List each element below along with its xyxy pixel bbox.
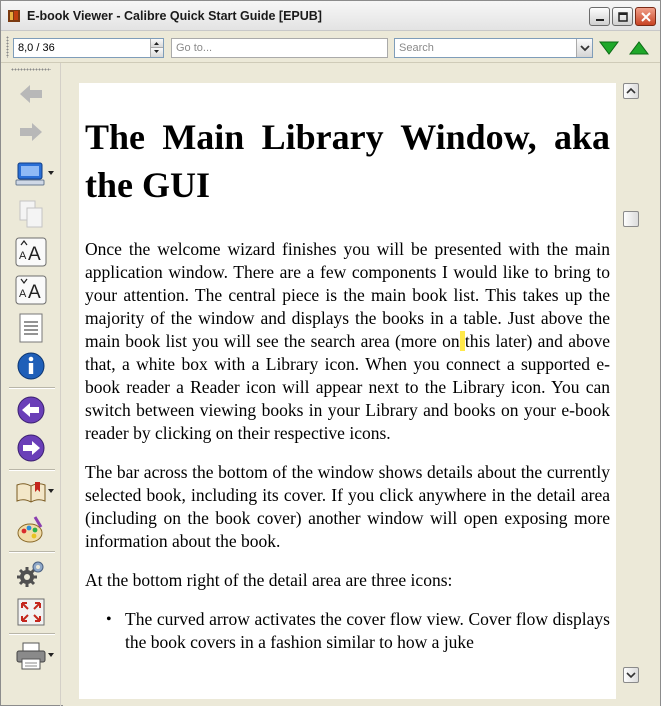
book-bookmark-icon <box>15 477 47 507</box>
dropdown-arrow-icon <box>48 653 54 657</box>
find-next-button[interactable] <box>598 39 620 57</box>
paragraph-text: Once the welcome wizard finishes you will be presented with the main application window. There are a few components I would like to bring to your attention. The central piece is the main book list. This takes up the majority of the window and displays the books in a table. Just above the main book list you will see the search area (more on <box>85 239 610 351</box>
chevron-down-icon <box>580 44 590 52</box>
previous-page-button[interactable] <box>11 393 51 427</box>
next-page-button[interactable] <box>11 431 51 465</box>
close-button[interactable] <box>635 7 656 26</box>
book-page[interactable] <box>79 83 616 699</box>
toolbar-separator <box>9 633 55 635</box>
back-icon <box>17 80 45 108</box>
paragraph-text: this later) and above that, a white box with a Library icon. When you connect a supported e-book reader a Reader icon will appear next to the Library icon. You can switch between viewing books in your Library and books on your e-book reader by clicking on their respective icons. <box>85 331 610 443</box>
svg-text:A: A <box>19 250 27 262</box>
preferences-button[interactable] <box>11 557 51 591</box>
spin-up-button[interactable] <box>151 39 163 48</box>
back-button[interactable] <box>11 77 51 111</box>
search-toolbar <box>1 31 660 63</box>
document-view <box>63 64 660 706</box>
search-dropdown-button[interactable] <box>576 39 592 57</box>
window-title: E-book Viewer - Calibre Quick Start Guide [EPUB] <box>27 9 322 23</box>
dropdown-arrow-icon <box>48 489 54 493</box>
icon-list <box>85 608 610 654</box>
arrow-left-circle-icon <box>16 395 46 425</box>
toolbar-separator <box>9 469 55 471</box>
minimize-button[interactable] <box>589 7 610 26</box>
bookmark-button[interactable] <box>11 475 51 509</box>
minimize-icon <box>595 12 605 22</box>
maximize-icon <box>618 12 628 22</box>
left-toolbar <box>1 63 61 706</box>
toolbar-separator <box>9 387 55 389</box>
calibre-app-icon <box>7 9 21 23</box>
svg-text:A: A <box>28 244 41 265</box>
position-spinbox[interactable] <box>13 38 164 58</box>
toolbar-grip[interactable] <box>11 68 51 71</box>
font-smaller-icon <box>15 275 47 305</box>
chevron-down-icon <box>151 48 162 56</box>
chapter-heading: The Main Library Window, aka the GUI <box>85 117 610 205</box>
fullscreen-button[interactable] <box>11 595 51 629</box>
scroll-down-button[interactable] <box>623 667 639 683</box>
position-value: 8,0 / 36 <box>18 42 55 54</box>
font-smaller-button[interactable] <box>11 273 51 307</box>
close-icon <box>641 12 651 22</box>
copy-to-library-icon <box>15 159 47 189</box>
vertical-scrollbar[interactable] <box>622 83 640 687</box>
paragraph <box>85 238 610 445</box>
gear-icon <box>16 559 46 589</box>
forward-button[interactable] <box>11 115 51 149</box>
chevron-up-icon <box>151 39 162 47</box>
chevron-up-icon <box>626 87 636 95</box>
scroll-up-button[interactable] <box>623 83 639 99</box>
copy-button[interactable] <box>11 197 51 231</box>
metadata-button[interactable] <box>11 349 51 383</box>
theme-button[interactable] <box>11 513 51 547</box>
page-content <box>85 113 610 654</box>
palette-icon <box>15 515 47 545</box>
spin-down-button[interactable] <box>151 48 163 57</box>
title-bar <box>1 1 660 31</box>
search-placeholder: Search <box>399 42 434 54</box>
svg-text:A: A <box>19 288 27 300</box>
info-icon <box>16 351 46 381</box>
font-larger-button[interactable] <box>11 235 51 269</box>
font-larger-icon <box>15 237 47 267</box>
chevron-down-icon <box>626 671 636 679</box>
toc-icon <box>17 313 45 343</box>
list-item: • The curved arrow activates the cover flow view. Cover flow displays the book covers in a fashion similar to how a juke <box>125 608 610 654</box>
arrow-down-icon <box>599 41 619 55</box>
print-button[interactable] <box>11 639 51 673</box>
svg-text:A: A <box>28 282 41 303</box>
paragraph: The bar across the bottom of the window shows details about the currently selected book, including its cover. If you click anywhere in the detail area (including on the book cover) another window will open exposing more information about the book. <box>85 462 610 551</box>
arrow-up-icon <box>629 41 649 55</box>
toolbar-separator <box>9 551 55 553</box>
dropdown-arrow-icon <box>48 171 54 175</box>
goto-placeholder: Go to... <box>176 42 213 54</box>
find-previous-button[interactable] <box>628 39 650 57</box>
toolbar-grip[interactable] <box>6 36 9 58</box>
forward-icon <box>17 118 45 146</box>
scroll-thumb[interactable] <box>623 211 639 227</box>
copy-to-library-button[interactable] <box>11 157 51 191</box>
fullscreen-icon <box>16 597 46 627</box>
arrow-right-circle-icon <box>16 433 46 463</box>
maximize-button[interactable] <box>612 7 633 26</box>
spinbox-buttons <box>150 39 163 57</box>
printer-icon <box>15 641 47 671</box>
paragraph: At the bottom right of the detail area are three icons: <box>85 570 453 590</box>
copy-icon <box>17 199 45 229</box>
goto-input[interactable] <box>171 38 388 58</box>
search-combobox[interactable] <box>394 38 593 58</box>
table-of-contents-button[interactable] <box>11 311 51 345</box>
